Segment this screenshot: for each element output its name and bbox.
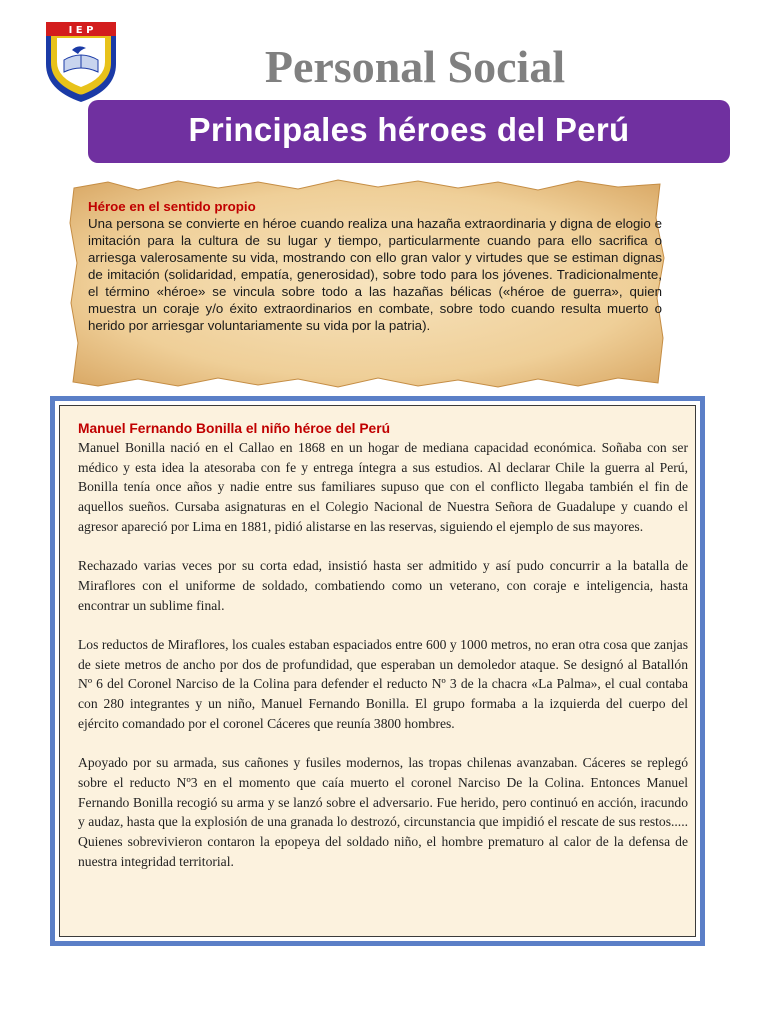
intro-body: Una persona se convierte en héroe cuando realiza una hazaña extraordinaria y digna de elogio e imitación para la cultura de su lugar y tiempo, particularmente cuando para ello sacrifica o arriesga valerosamente su vida, mostrando con ello gran valor y virtudes que se estiman dignas de imitación (solidaridad, empatía, generosidad), sobre todo para los jóvenes. Tradicionalmente, el término «héroe» se vincula sobre todo a las hazañas bélicas («héroe de guerra», quien muestra un coraje y/o éxito extraordinarios en combate, sobre todo cuando resulta muerto o herido por arriesgar voluntariamente su vida por la patria). bbox=[88, 216, 662, 333]
page-title: Personal Social bbox=[264, 41, 566, 92]
logo-top-text: I E P bbox=[68, 25, 94, 36]
section-banner bbox=[88, 100, 730, 163]
story-paragraph: Los reductos de Miraflores, los cuales estaban espaciados entre 600 y 1000 metros, no eran otra cosa que zanjas de siete metros de ancho por dos de profundidad, que esperaban un demoledor ataque. Se designó al Batallón Nº 6 del Coronel Narciso de la Colina para defender el reducto Nº 3 de la chacra «La Palma», el cual contaba con 280 integrantes y un niño, Manuel Fernando Bonilla. El grupo formaba a la izquierda del cuerpo del ejército comandado por el coronel Cáceres que reunía 3800 hombres. bbox=[78, 637, 688, 731]
story-panel bbox=[59, 405, 696, 937]
banner-title: Principales héroes del Perú bbox=[188, 110, 630, 148]
intro-parchment bbox=[68, 178, 666, 390]
story-paragraph: Manuel Bonilla nació en el Callao en 1868 en un hogar de mediana capacidad económica. Soñaba con ser médico y esta idea la atesoraba con fe y entrega íntegra a sus estudios. Al declarar Chile la guerra al Perú, Bonilla tenía once años y nadie entre sus familiares supuso que con el conflicto llegaba también el fin de aquellos sueños. Cursaba asignaturas en el Colegio Nacional de Nuestra Señora de Guadalupe y cuando el agresor apareció por Lima en 1881, pidió alistarse en las reservas, siguiendo el ejemplo de sus mayores. bbox=[78, 440, 688, 534]
story-paragraph: Rechazado varias veces por su corta edad, insistió hasta ser admitido y así pudo concurrir a la batalla de Miraflores con el uniforme de soldado, combatiendo como un veterano, con coraje e inteligencia, hasta encontrar un sublime final. bbox=[78, 558, 688, 613]
intro-heading: Héroe en el sentido propio bbox=[88, 199, 256, 214]
school-crest-icon bbox=[42, 20, 120, 104]
story-paragraph: Apoyado por su armada, sus cañones y fusiles modernos, las tropas chilenas avanzaban. Cáceres se replegó sobre el reducto Nº3 en el momento que caía muerto el coronel Narciso De la Colina. Entonces Manuel Fernando Bonilla recogió su arma y se lanzó sobre el adversario. Fue herido, pero continuó en acción, iracundo y audaz, hasta que la explosión de una granada lo destrozó, circunstancia que impidió el rescate de sus restos..... Quienes sobrevivieron contaron la epopeya del soldado niño, el hombre prematuro al calor de la defensa de nuestra integridad territorial. bbox=[78, 755, 688, 869]
story-title: Manuel Fernando Bonilla el niño héroe del Perú bbox=[78, 421, 391, 436]
story-box bbox=[50, 396, 705, 946]
